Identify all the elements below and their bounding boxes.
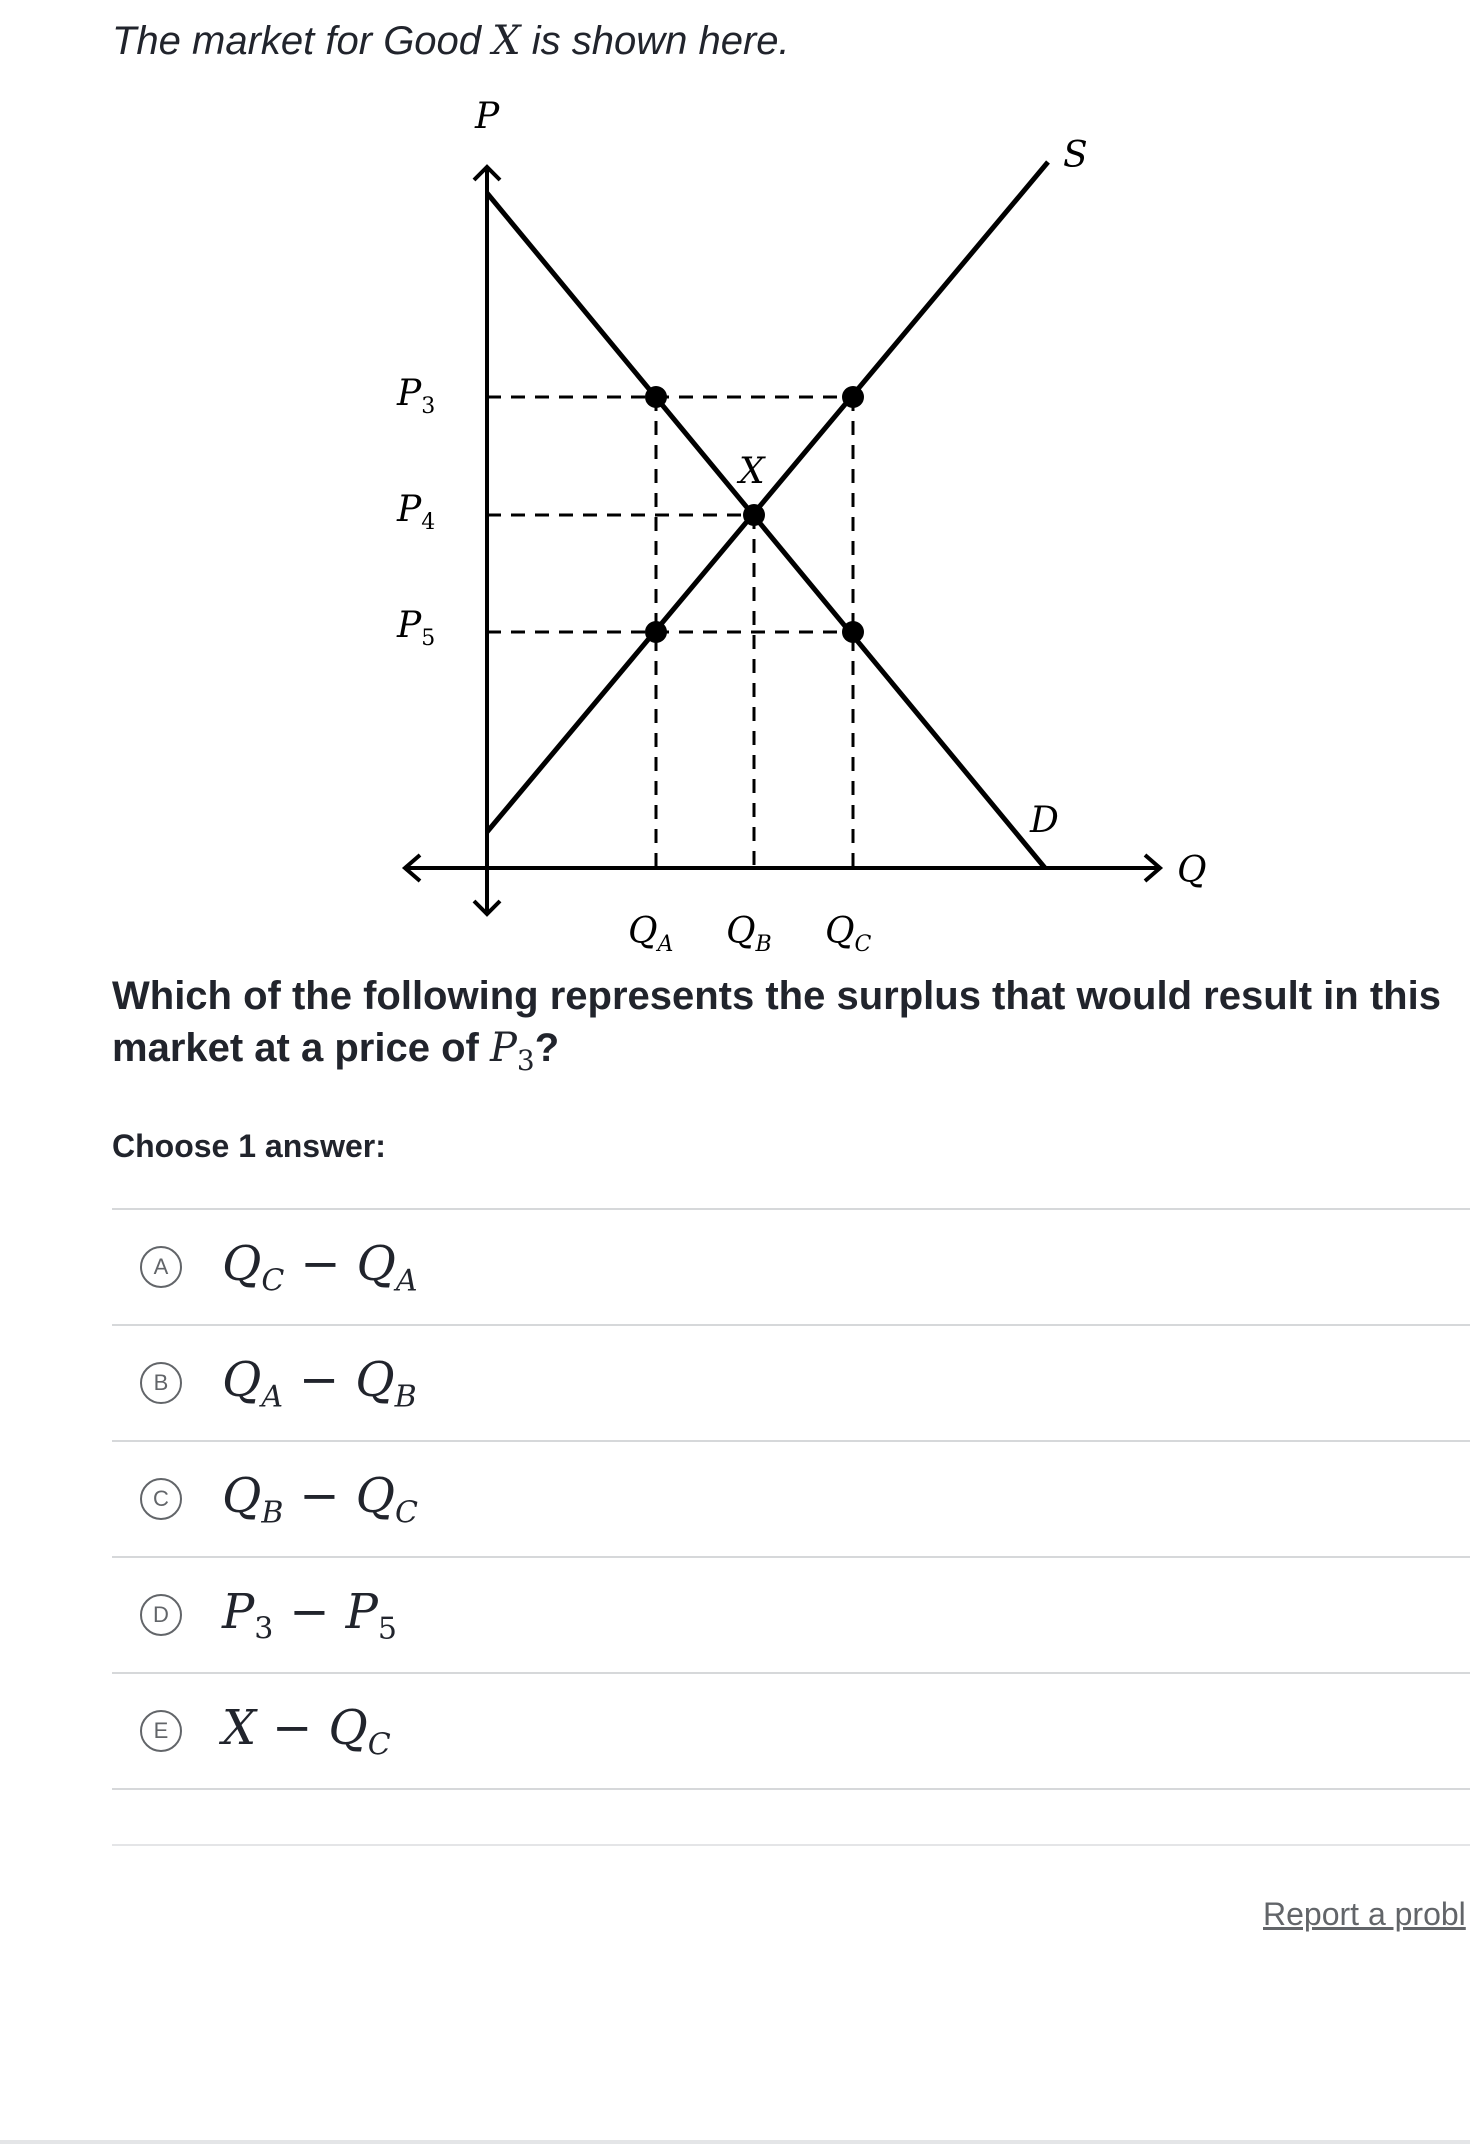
question-var: $P_3$ (489, 1025, 535, 1077)
answer-list (112, 1208, 1470, 1790)
question-end: ? (534, 1026, 560, 1070)
intro-var: X (492, 18, 521, 64)
section-divider (112, 1844, 1470, 1846)
demand-label: D (1030, 800, 1059, 841)
price-label-p4: $P_4$ (397, 489, 436, 535)
point-demand-p3 (645, 386, 667, 408)
question-text (112, 970, 1462, 1087)
quantity-label-qc: $Q_C$ (825, 911, 872, 957)
answer-option-b[interactable] (112, 1326, 1470, 1442)
price-label-p5: $P_5$ (397, 605, 436, 651)
supply-curve (487, 162, 1048, 832)
report-problem-link[interactable]: Report a probl (1263, 1896, 1466, 1932)
answer-expression-b: $Q_A - Q_B$ (222, 1351, 417, 1415)
quantity-label-qb: $Q_B$ (726, 911, 772, 957)
x-axis-label: Q (1177, 850, 1207, 891)
equilibrium-label: X (739, 451, 765, 492)
answer-option-a[interactable] (112, 1210, 1470, 1326)
price-label-p3: $P_3$ (397, 373, 436, 419)
quantity-label-qa: $Q_A$ (628, 911, 674, 957)
answer-option-d[interactable] (112, 1558, 1470, 1674)
demand-curve (487, 193, 1045, 868)
point-demand-p5 (842, 621, 864, 643)
choose-label: Choose 1 answer: (112, 1128, 386, 1164)
y-axis-label: P (475, 96, 500, 137)
radio-letter-a[interactable]: A (140, 1246, 182, 1288)
answer-expression-c: $Q_B - Q_C$ (222, 1467, 418, 1531)
radio-letter-e[interactable]: E (140, 1710, 182, 1752)
radio-letter-d[interactable]: D (140, 1594, 182, 1636)
answer-expression-d: $P_3 - P_5$ (222, 1583, 397, 1647)
point-supply-p3 (842, 386, 864, 408)
intro-suffix: is shown here. (520, 19, 790, 63)
answer-expression-a: $Q_C - Q_A$ (222, 1235, 418, 1299)
answer-option-e[interactable] (112, 1674, 1470, 1790)
answer-expression-e: $X - Q_C$ (222, 1699, 391, 1763)
answer-option-c[interactable] (112, 1442, 1470, 1558)
point-supply-p5 (645, 621, 667, 643)
bottom-divider (0, 2140, 1470, 2144)
intro-prefix: The market for Good (112, 19, 493, 63)
point-equilibrium (743, 504, 765, 526)
intro-text (112, 18, 790, 64)
question-body: Which of the following represents the surplus that would result in this market at a price of (112, 974, 1441, 1070)
radio-letter-c[interactable]: C (140, 1478, 182, 1520)
supply-label: S (1063, 135, 1088, 176)
supply-demand-graph (380, 85, 1240, 965)
radio-letter-b[interactable]: B (140, 1362, 182, 1404)
